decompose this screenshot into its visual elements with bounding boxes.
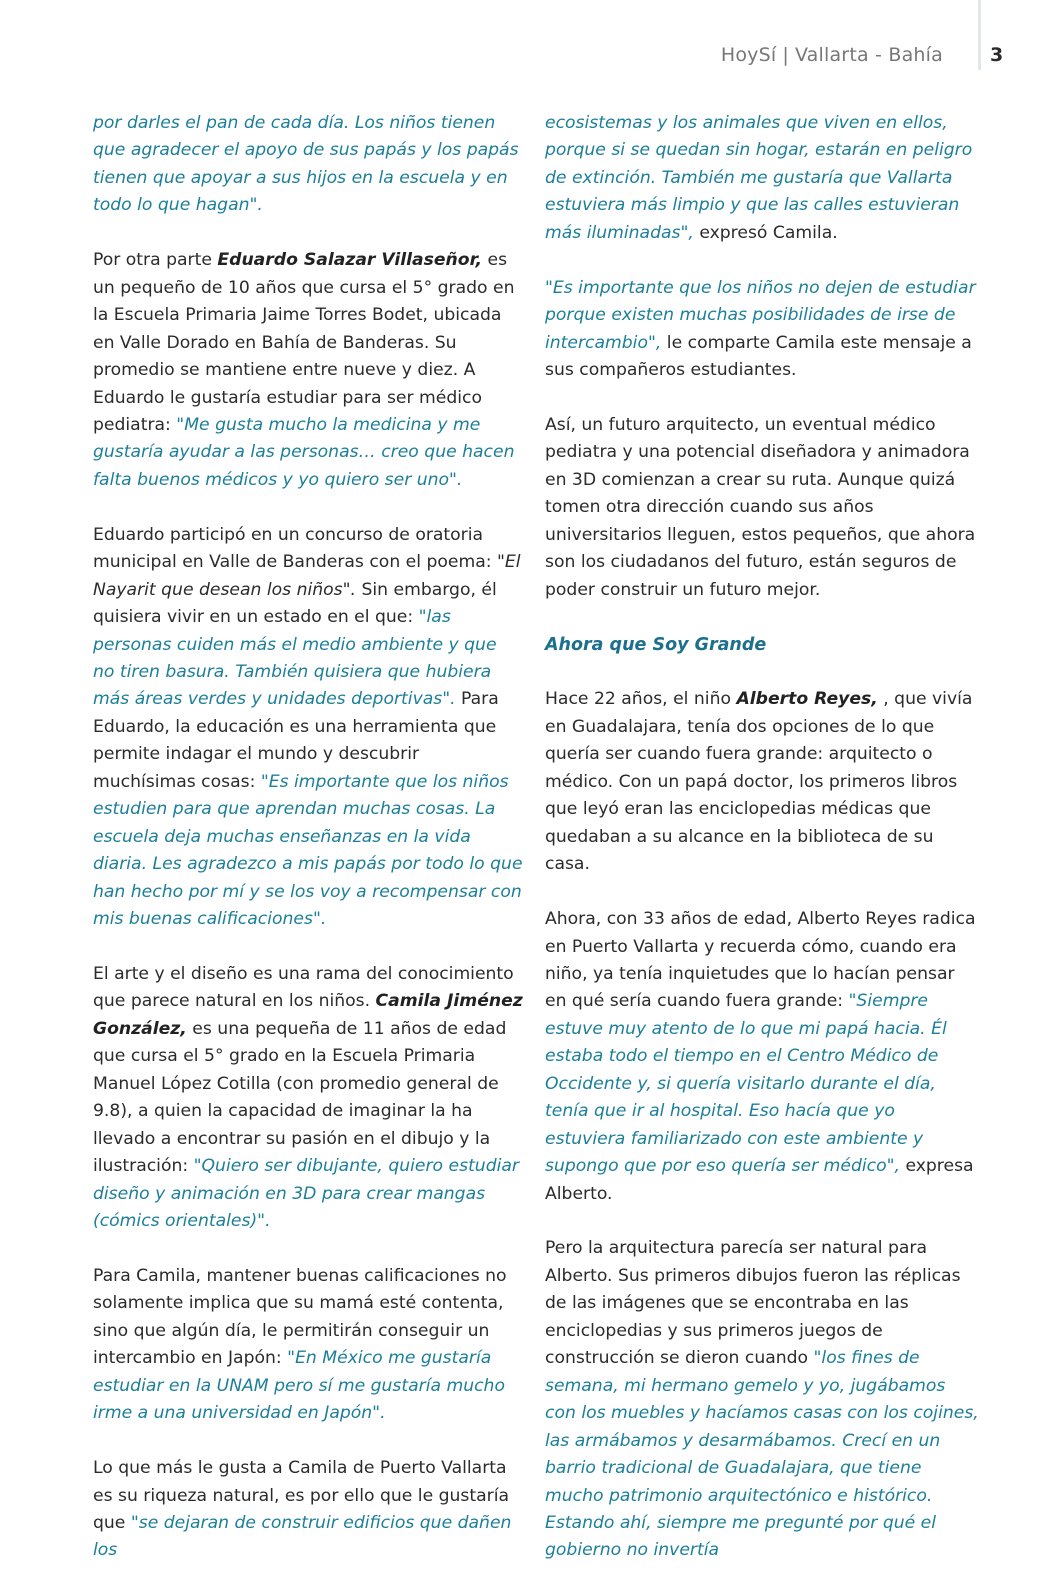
quote: "Es importante que los niños no dejen de estudiar porque existen muchas posibilidades de irse de intercambio", [545,277,976,353]
quote: "las personas cuiden más el medio ambiente y que no tiren basura. También quisiera que hubiera más áreas verdes y unidades deportivas". [93,607,497,710]
paragraph [93,1455,523,1565]
person-name: Alberto Reyes, [736,689,878,710]
right-column [545,110,980,1592]
person-name: Camila Jiménez González, [93,991,523,1039]
body-text: , que vivía en Guadalajara, tenía dos opciones de lo que quería ser cuando fuera grande: arquitecto o médico. Con un papá doctor, los primeros libros que leyó eran las enciclopedias médicas que quedaban a su alcance en la biblioteca de su casa. [545,689,973,875]
body-text: Lo que más le gusta a Camila de Puerto Vallarta es su riqueza natural, es por ello que le gustaría que [93,1458,510,1534]
section-subheading: Ahora que Soy Grande [545,634,767,655]
paragraph [545,275,980,385]
body-text: es una pequeña de 11 años de edad que cursa el 5° grado en la Escuela Primaria Manuel López Cotilla (con promedio general de 9.8), a quien la capacidad de imaginar la ha llevado a encontrar su pasión en el dibujo y la ilustración: [93,1018,507,1177]
body-text: expresó Camila. [693,222,838,243]
person-name: Eduardo Salazar Villaseñor, [217,250,483,271]
quote: "En México me gustaría estudiar en la UNAM pero sí me gustaría mucho irme a una universidad en Japón". [93,1348,505,1424]
poem-title: "El Nayarit que desean los niños". [93,552,521,600]
paragraph [93,522,523,934]
page-edge-rule [978,0,981,70]
body-text: Hace 22 años, el niño [545,689,737,710]
quote: "se dejaran de construir edificios que dañen los [93,1513,512,1561]
paragraph [545,906,980,1208]
paragraph [545,1235,980,1564]
body-text: Para Camila, mantener buenas calificaciones no solamente implica que su mamá esté contenta, sino que algún día, le permitirán conseguir un intercambio en Japón: [93,1265,507,1369]
body-text: Ahora, con 33 años de edad, Alberto Reyes radica en Puerto Vallarta y recuerda cómo, cuando era niño, ya tenía inquietudes que lo hacían pensar en qué sería cuando fuera grande: [545,909,976,1012]
section-name: Vallarta - Bahía [794,44,943,66]
body-text: Por otra parte [93,250,218,271]
body-text: Pero la arquitectura parecía ser natural para Alberto. Sus primeros dibujos fueron las réplicas de las imágenes que se encontraba en las enciclopedias y sus primeros juegos de construcción se dieron cuando [545,1238,961,1369]
left-column [93,110,523,1592]
body-text: Para Eduardo, la educación es una herramienta que permite indagar el mundo y descubrir muchísimas cosas: [93,689,499,792]
running-header [721,44,943,66]
body-text: Sin embargo, él quisiera vivir en un estado en el que: [93,579,497,628]
paragraph [545,412,980,604]
body-text: le comparte Camila este mensaje a sus compañeros estudiantes. [545,332,972,381]
paragraph [93,247,523,494]
quote: "Me gusta mucho la medicina y me gustaría ayudar a las personas… creo que hacen falta buenos médicos y yo quiero ser uno". [93,414,515,490]
quote: "los fines de semana, mi hermano gemelo y yo, jugábamos con los muebles y hacíamos casas con los cojines, las armábamos y desarmábamos. Crecí en un barrio tradicional de Guadalajara, que tiene mucho patrimonio arquitectónico e histórico. Estando ahí, siempre me pregunté por qué el gobierno no invertía [545,1348,979,1561]
quote: ecosistemas y los animales que viven en ellos, porque si se quedan sin hogar, estarán en peligro de extinción. También me gustaría que Vallarta estuviera más limpio y que las calles estuvieran más iluminadas", [545,113,973,243]
header-separator: | [782,44,789,66]
page-number: 3 [990,44,1004,66]
quote: "Siempre estuve muy atento de lo que mi papá hacia. Él estaba todo el tiempo en el Centro Médico de Occidente y, si quería visitarlo durante el día, tenía que ir al hospital. Eso hacía que yo estuviera familiarizado con este ambiente y supongo que por eso quería ser médico", [545,991,947,1177]
body-text: Eduardo participó en un concurso de oratoria municipal en Valle de Banderas con el poema: [93,524,498,573]
body-text: expresa Alberto. [545,1156,974,1204]
paragraph [93,110,523,220]
publication-name: HoySí [720,44,777,66]
paragraph [545,110,980,247]
quote: "Quiero ser dibujante, quiero estudiar diseño y animación en 3D para crear mangas (cómics orientales)". [93,1156,519,1232]
quote: por darles el pan de cada día. Los niños tienen que agradecer el apoyo de sus papás y los papás tienen que apoyar a sus hijos en la escuela y en todo lo que hagan". [93,113,519,216]
paragraph [93,961,523,1236]
body-text: El arte y el diseño es una rama del conocimiento que parece natural en los niños. [93,964,514,1012]
body-text: es un pequeño de 10 años que cursa el 5° grado en la Escuela Primaria Jaime Torres Bodet, ubicada en Valle Dorado en Bahía de Banderas. Su promedio se mantiene entre nueve y diez. A Eduardo le gustaría estudiar para ser médico pediatra: [93,250,515,435]
body-text: Así, un futuro arquitecto, un eventual médico pediatra y una potencial diseñadora y animadora en 3D comienzan a crear su ruta. Aunque quizá tomen otra dirección cuando sus años universitarios lleguen, estos pequeños, que ahora son los ciudadanos del futuro, están seguros de poder construir un futuro mejor. [545,414,976,600]
paragraph [93,1263,523,1428]
paragraph [545,686,980,878]
quote: "Es importante que los niños estudien para que aprendan muchas cosas. La escuela deja muchas enseñanzas en la vida diaria. Les agradezco a mis papás por todo lo que han hecho por mí y se los voy a recompensar con mis buenas calificaciones". [93,771,523,930]
